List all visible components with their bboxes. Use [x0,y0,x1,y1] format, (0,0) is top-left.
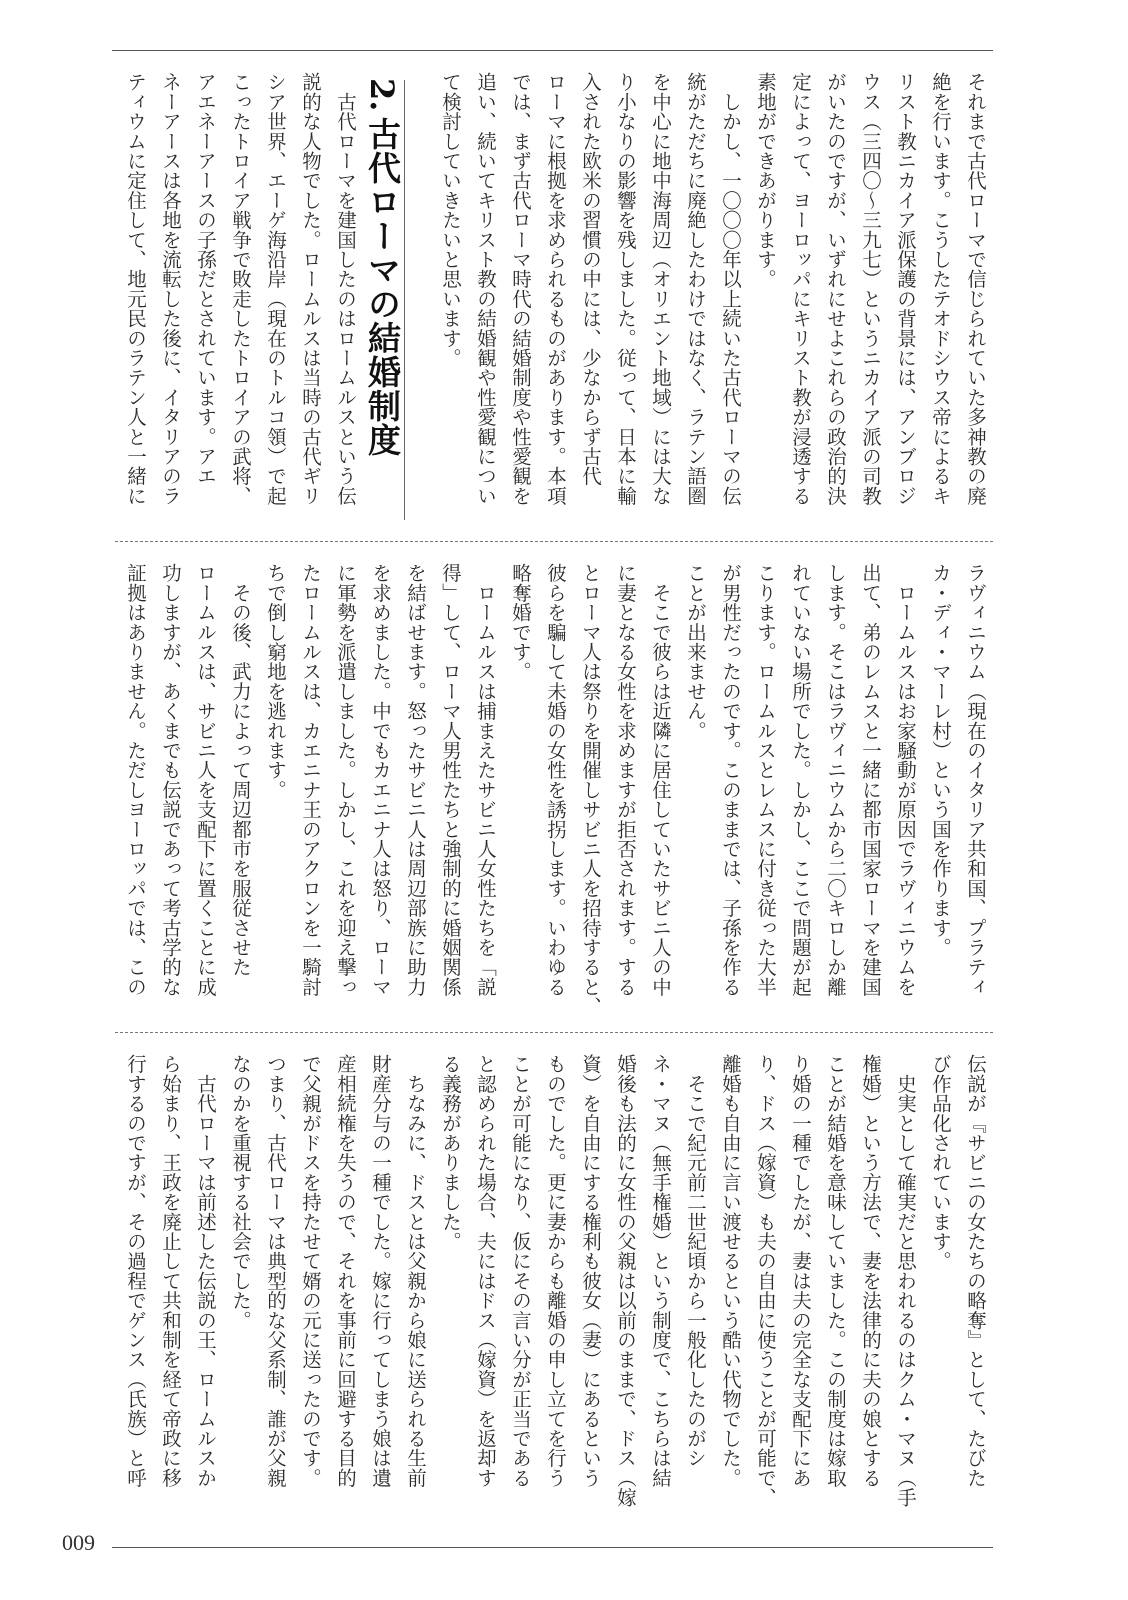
text-column: 出て、弟のレムスと一緒に都市国家ローマを建国 [859,563,882,997]
text-column: 素地ができあがります。 [754,72,777,289]
text-column: ちで倒し窮地を逃れます。 [264,563,287,800]
text-column: リスト教ニカイア派保護の背景には、アンブロジ [894,72,917,506]
text-column: とローマ人は祭りを開催しサビニ人を招待すると、 [579,563,602,1017]
text-column: しかし、一〇〇〇年以上続いた古代ローマの伝 [719,72,742,506]
text-column: なのかを重視する社会でした。 [229,1054,252,1330]
text-column: び作品化されています。 [929,1054,952,1271]
text-column: ロームルスはお家騒動が原因でラヴィニウムを [894,563,917,997]
text-column: 古代ローマは前述した伝説の王、ロームルスか [194,1054,217,1488]
text-column: 古代ローマを建国したのはロームルスという伝 [334,72,357,506]
text-column: 行するのですが、その過程でゲンス（氏族）と呼 [124,1054,147,1488]
section-heading [362,78,406,457]
text-column: ら始まり、王政を廃止して共和制を経て帝政に移 [159,1054,182,1488]
text-column: こったトロイア戦争で敗走したトロイアの武将、 [229,72,252,506]
text-column: 資）を自由にする権利も彼女（妻）にあるという [579,1054,602,1488]
text-column: れていない場所でした。しかし、ここで問題が起 [789,563,812,997]
text-column: します。そこはラヴィニウムから二〇キロしか離 [824,563,847,997]
text-column: に妻となる女性を求めますが拒否されます。する [614,563,637,997]
text-column: 離婚も自由に言い渡せるという酷い代物でした。 [719,1054,742,1488]
text-column: で父親がドスを持たせて婿の元に送ったのです。 [299,1054,322,1488]
text-column: 権婚）という方法で、妻を法律的に夫の娘とする [859,1054,882,1488]
text-column: ネーアースは各地を流転した後に、イタリアのラ [159,72,182,506]
text-column: 説的な人物でした。ロームルスは当時の古代ギリ [299,72,322,506]
text-column: り婚の一種でしたが、妻は夫の完全な支配下にあ [789,1054,812,1488]
text-column: シア世界、エーゲ海沿岸（現在のトルコ領）で起 [264,72,287,506]
text-column: ロームルスは捕まえたサビニ人女性たちを「説 [474,563,497,997]
text-column: ウス（三四〇～三九七）というニカイア派の司教 [859,72,882,506]
text-column: カ・ディ・マーレ村）という国を作ります。 [929,563,952,957]
text-column: ローマに根拠を求められるものがあります。本項 [544,72,567,506]
tier3-text [118,1054,993,1514]
text-column: ものでした。更に妻からも離婚の申し立てを行う [544,1054,567,1488]
heading-number: 2. [363,78,401,112]
text-column: そこで紀元前二世紀頃から一般化したのがシ [684,1054,707,1468]
text-column: アエネーアースの子孫だとされています。アエ [194,72,217,486]
text-column: 財産分与の一種でした。嫁に行ってしまう娘は遺 [369,1054,392,1488]
text-column: 彼らを騙して未婚の女性を誘拐します。いわゆる [544,563,567,997]
text-column: ロームルスは、サビニ人を支配下に置くことに成 [194,563,217,997]
text-column: 統がただちに廃絶したわけではなく、ラテン語圏 [684,72,707,506]
tier1-left-text [118,72,363,532]
text-column: り小なりの影響を残しました。従って、日本に輸 [614,72,637,506]
text-column: ことが出来ません。 [684,563,707,741]
text-column: 証拠はありません。ただしヨーロッパでは、この [124,563,147,997]
text-column: を中心に地中海周辺（オリエント地域）には大な [649,72,672,506]
text-column: ちなみに、ドスとは父親から娘に送られる生前 [404,1054,427,1488]
text-column: り、ドス（嫁資）も夫の自由に使うことが可能で、 [754,1054,777,1508]
text-column: る義務がありました。 [439,1054,462,1251]
text-column: 得」して、ローマ人男性たちと強制的に婚姻関係 [439,563,462,997]
heading-rule [404,80,405,520]
text-column: を結ばせます。怒ったサビニ人は周辺部族に助力 [404,563,427,997]
text-column: 定によって、ヨーロッパにキリスト教が浸透する [789,72,812,506]
text-column: 史実として確実だと思われるのはクム・マヌ（手 [894,1054,917,1508]
tier2-text [118,563,993,1023]
bottom-rule [112,1547,993,1548]
heading-title: 古代ローマの結婚制度 [363,116,402,457]
text-column: て検討していきたいと思います。 [439,72,462,368]
text-column: 絶を行います。こうしたテオドシウス帝によるキ [929,72,952,506]
tier1-right-text [433,72,993,532]
text-column: ことが可能になり、仮にその言い分が正当である [509,1054,532,1488]
text-column: では、まず古代ローマ時代の結婚制度や性愛観を [509,72,532,506]
text-column: に軍勢を派遣しました。しかし、これを迎え撃っ [334,563,357,997]
text-column: ネ・マヌ（無手権婚）という制度で、こちらは結 [649,1054,672,1488]
text-column: ラヴィニウム（現在のイタリア共和国、プラティ [964,563,987,997]
text-column: その後、武力によって周辺都市を服従させた [229,563,252,977]
text-column: がいたのですが、いずれにせよこれらの政治的決 [824,72,847,506]
section-divider-2 [115,1032,993,1033]
text-column: 略奪婚です。 [509,563,532,682]
text-column: 伝説が『サビニの女たちの略奪』として、たびた [964,1054,987,1488]
text-column: 追い、続いてキリスト教の結婚観や性愛観につい [474,72,497,506]
text-column: そこで彼らは近隣に居住していたサビニ人の中 [649,563,672,997]
text-column: と認められた場合、夫にはドス（嫁資）を返却す [474,1054,497,1488]
text-column: たロームルスは、カエニナ王のアクロンを一騎討 [299,563,322,997]
text-column: ことが結婚を意味していました。この制度は嫁取 [824,1054,847,1488]
text-column: こります。ロームルスとレムスに付き従った大半 [754,563,777,997]
text-column: 婚後も法的に女性の父親は以前のままで、ドス（嫁 [614,1054,637,1508]
text-column: 功しますが、あくまでも伝説であって考古学的な [159,563,182,997]
text-column: それまで古代ローマで信じられていた多神教の廃 [964,72,987,506]
text-column: 産相続権を失うので、それを事前に回避する目的 [334,1054,357,1488]
page-number: 009 [62,1530,95,1555]
text-column: つまり、古代ローマは典型的な父系制、誰が父親 [264,1054,287,1488]
text-column: 入された欧米の習慣の中には、少なからず古代 [579,72,602,486]
text-column: ティウムに定住して、地元民のラテン人と一緒に [124,72,147,506]
top-rule [112,50,993,51]
text-column: が男性だったのです。このままでは、子孫を作る [719,563,742,997]
section-divider-1 [115,541,993,542]
text-column: を求めました。中でもカエニナ人は怒り、ローマ [369,563,392,997]
